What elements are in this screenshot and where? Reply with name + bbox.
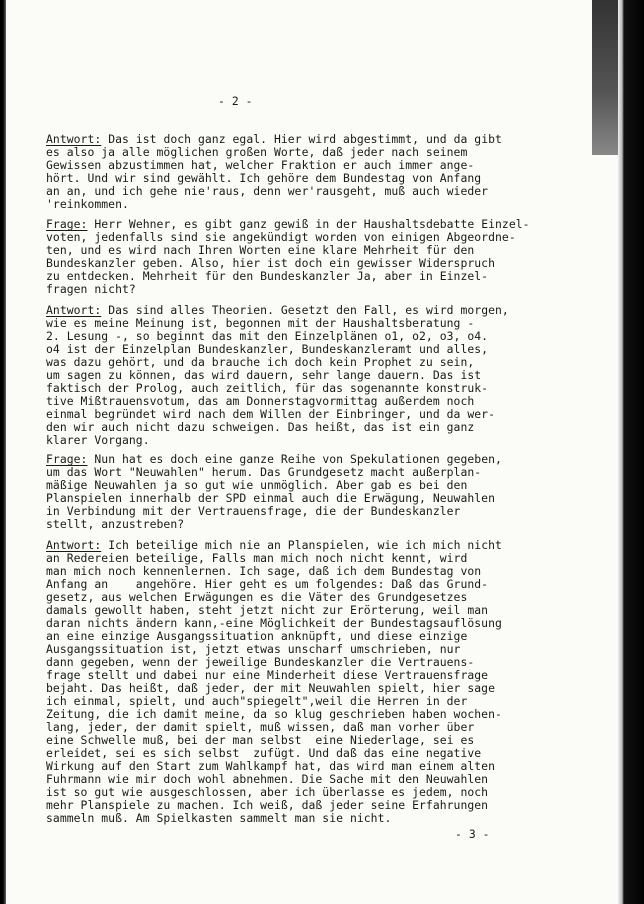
line-text: Nun hat es doch eine ganze Reihe von Spekulationen gegeben, (94, 452, 502, 466)
question-label: Frage: (46, 217, 88, 231)
line-text: dann gegeben, wenn der jeweilige Bundeskanzler die Vertrauens- (46, 655, 475, 669)
line-text: tive Mißtrauensvotum, das am Donnerstagvormittag außerdem noch (46, 394, 475, 408)
line-text: fragen nicht? (46, 282, 136, 296)
qa-section (46, 304, 509, 447)
line-text: Das sind alles Theorien. Gesetzt den Fall, es wird morgen, (108, 303, 509, 317)
line-text: Anfang an angehöre. Hier geht es um folgendes: Daß das Grund- (46, 577, 489, 591)
line-text: zu entdecken. Mehrheit für den Bundeskanzler Ja, aber in Einzel- (46, 269, 489, 283)
line-text: Fuhrmann wie mir doch wohl abnehmen. Die Sache mit den Neuwahlen (46, 772, 489, 786)
qa-section (46, 133, 502, 211)
qa-section (46, 539, 502, 825)
line-text: 'reinkommen. (46, 197, 129, 211)
line-text: um das Wort "Neuwahlen" herum. Das Grundgesetz macht außerplan- (46, 465, 482, 479)
line-text: Herr Wehner, es gibt ganz gewiß in der Haushaltsdebatte Einzel- (94, 217, 530, 231)
line-text: den wir auch nicht dazu schweigen. Das heißt, das ist ein ganz (46, 420, 475, 434)
line-text: was dazu gehört, und da brauche ich doch kein Prophet zu sein, (46, 355, 475, 369)
line-text: ich einmal, spielt, und auch"spiegelt",weil die Herren in der (46, 694, 468, 708)
line-text: in Verbindung mit der Vertrauensfrage, die der Bundeskanzler (46, 504, 461, 518)
scan-right-shadow (592, 0, 618, 155)
line-text: frage stellt und dabei nur eine Minderheit diese Vertrauensfrage (46, 668, 489, 682)
line-text: an eine einzige Ausgangssituation anknüpft, und diese einzige (46, 629, 468, 643)
line-text: ten, und es wird nach Ihren Worten eine klare Mehrheit für den (46, 243, 475, 257)
line-text: Bundeskanzler geben. Also, hier ist doch ein gewisser Widerspruch (46, 256, 496, 270)
line-text: faktisch der Prolog, auch zeitlich, für das sogenannte konstruk- (46, 381, 489, 395)
line-text: klarer Vorgang. (46, 433, 150, 447)
text-line (46, 434, 509, 447)
answer-label: Antwort: (46, 303, 102, 317)
line-text: voten, jedenfalls sind sie angekündigt worden von einigen Abgeordne- (46, 230, 516, 244)
line-text: damals gewollt haben, steht jetzt nicht zur Erörterung, weil man (46, 603, 489, 617)
line-text: es also ja alle möglichen großen Worte, daß jeder nach seinem (46, 145, 468, 159)
text-line (46, 812, 502, 825)
line-text: lang, jeder, der damit spielt, muß wissen, daß man vorher über (46, 720, 475, 734)
answer-label: Antwort: (46, 132, 102, 146)
scan-right-edge (618, 0, 644, 904)
line-text: Das ist doch ganz egal. Hier wird abgestimmt, und da gibt (108, 132, 502, 146)
line-text: einmal begründet wird nach dem Willen der Einbringer, und da wer- (46, 407, 496, 421)
line-text: man mich noch kennenlernen. Ich sage, daß ich dem Bundestag von (46, 564, 482, 578)
text-line (46, 283, 530, 296)
line-text: an Redereien beteilige, Falls man mich noch nicht kennt, wird (46, 551, 468, 565)
line-text: bejaht. Das heißt, daß jeder, der mit Neuwahlen spielt, hier sage (46, 681, 496, 695)
question-label: Frage: (46, 452, 88, 466)
line-text: daran nichts ändern kann,-eine Möglichkeit der Bundestagsauflösung (46, 616, 502, 630)
line-text: Ausgangssituation ist, jetzt etwas unscharf umschrieben, nur (46, 642, 461, 656)
line-text: o4 ist der Einzelplan Bundeskanzler, Bundeskanzleramt und alles, (46, 342, 489, 356)
line-text: mäßige Neuwahlen ja so gut wie unmöglich. Aber gab es bei den (46, 478, 468, 492)
qa-section (46, 218, 530, 296)
line-text: Wirkung auf den Start zum Wahlkampf hat, das wird man einem alten (46, 759, 496, 773)
line-text: hört. Und wir sind gewählt. Ich gehöre dem Bundestag von Anfang (46, 171, 482, 185)
line-text: erleidet, sei es sich selbst zufügt. Und daß das eine negative (46, 746, 482, 760)
text-line (46, 518, 502, 531)
line-text: stellt, anzustreben? (46, 517, 185, 531)
text-line (46, 198, 502, 211)
line-text: Gewissen abzustimmen hat, welcher Fraktion er auch immer ange- (46, 158, 475, 172)
line-text: sammeln muß. Am Spielkasten sammelt man sie nicht. (46, 811, 392, 825)
line-text: Ich beteilige mich nie an Planspielen, wie ich mich nicht (108, 538, 502, 552)
line-text: wie es meine Meinung ist, begonnen mit der Haushaltsberatung - (46, 316, 475, 330)
qa-section (46, 453, 502, 531)
line-text: an an, und ich gehe nie'raus, denn wer'rausgeht, muß auch wieder (46, 184, 489, 198)
line-text: Planspielen innerhalb der SPD einmal auch die Erwägung, Neuwahlen (46, 491, 496, 505)
page-number: - 2 - (218, 94, 253, 108)
line-text: 2. Lesung -, so beginnt das mit den Einzelplänen o1, o2, o3, o4. (46, 329, 489, 343)
line-text: mehr Planspiele zu machen. Ich weiß, daß jeder seine Erfahrungen (46, 798, 489, 812)
line-text: ist so gut wie ausgeschlossen, aber ich überlasse es jedem, noch (46, 785, 489, 799)
line-text: Zeitung, die ich damit meine, da so klug geschrieben haben wochen- (46, 707, 502, 721)
line-text: eine Schwelle muß, bei der man selbst eine Niederlage, sei es (46, 733, 475, 747)
answer-label: Antwort: (46, 538, 102, 552)
line-text: gesetz, aus welchen Erwägungen es die Väter des Grundgesetzes (46, 590, 468, 604)
line-text: um sagen zu können, das wird dauern, sehr lange dauern. Das ist (46, 368, 482, 382)
next-page-number: - 3 - (455, 827, 490, 841)
